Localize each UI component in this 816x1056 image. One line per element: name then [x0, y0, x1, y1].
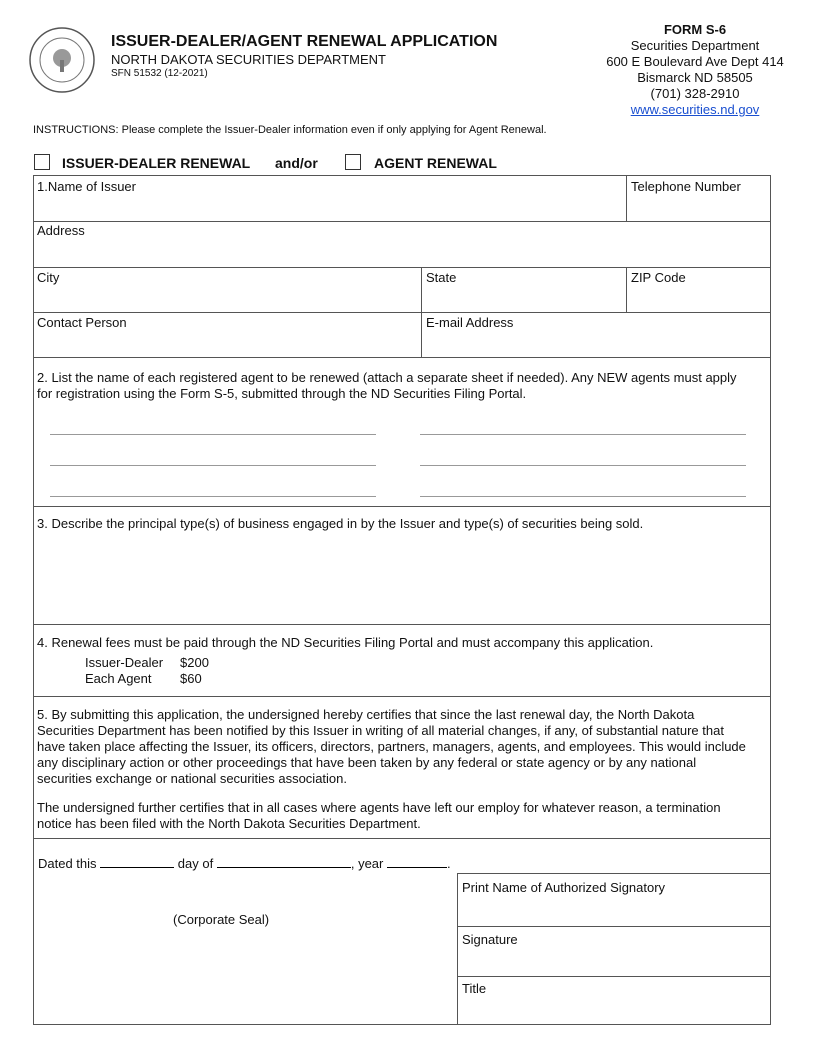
name-of-issuer-field[interactable]: 1.Name of Issuer — [37, 179, 136, 194]
title-field[interactable]: Title — [462, 981, 487, 996]
period: . — [446, 856, 451, 871]
email-field[interactable]: E-mail Address — [426, 315, 514, 330]
contact-person-field[interactable]: Contact Person — [37, 315, 127, 330]
fee-label: Issuer-Dealer — [85, 655, 164, 670]
agent-line[interactable] — [50, 496, 376, 497]
andor-label: and/or — [275, 155, 318, 171]
agent-checkbox[interactable] — [345, 154, 361, 170]
month-field[interactable] — [217, 855, 351, 868]
issuer-dealer-checkbox[interactable] — [34, 154, 50, 170]
year-label: , year — [350, 856, 384, 871]
agency-address: 600 E Boulevard Ave Dept 414 — [606, 54, 784, 69]
agency-city: Bismarck ND 58505 — [637, 70, 753, 85]
form-number: FORM S-6 — [663, 22, 727, 37]
signature-field[interactable]: Signature — [462, 932, 518, 947]
address-field[interactable]: Address — [37, 223, 85, 238]
agent-line[interactable] — [420, 465, 746, 466]
agency-name: Securities Department — [630, 38, 760, 53]
day-field[interactable] — [100, 855, 174, 868]
form-title: ISSUER-DEALER/AGENT RENEWAL APPLICATION — [111, 33, 498, 50]
department-name: NORTH DAKOTA SECURITIES DEPARTMENT — [111, 52, 386, 67]
issuer-dealer-label: ISSUER-DEALER RENEWAL — [62, 155, 251, 171]
agent-line[interactable] — [420, 496, 746, 497]
section-5-certification: The undersigned further certifies that in all cases where agents have left our employ for whatever reason, a termination notice has been filed with the North Dakota Securities Department. — [37, 800, 721, 831]
state-seal-icon — [28, 26, 96, 94]
day-of-label: day of — [177, 856, 214, 871]
dated-label: Dated this — [38, 856, 97, 871]
section-4-text: 4. Renewal fees must be paid through the ND Securities Filing Portal and must accompany this application. — [37, 635, 654, 650]
telephone-field[interactable]: Telephone Number — [631, 179, 741, 194]
year-field[interactable] — [387, 855, 447, 868]
section-2-text: 2. List the name of each registered agent to be renewed (attach a separate sheet if needed). Any NEW agents must apply for registration using the Form S-5, submitted through the ND Securities Filing Portal. — [37, 370, 737, 401]
city-field[interactable]: City — [37, 270, 60, 285]
state-field[interactable]: State — [426, 270, 457, 285]
sfn-number: SFN 51532 (12-2021) — [111, 68, 208, 79]
fee-label: Each Agent — [85, 671, 152, 686]
agent-line[interactable] — [420, 434, 746, 435]
agent-line[interactable] — [50, 465, 376, 466]
dated-line — [38, 855, 451, 871]
section-3-text: 3. Describe the principal type(s) of business engaged in by the Issuer and type(s) of securities being sold. — [37, 516, 644, 531]
agent-line[interactable] — [50, 434, 376, 435]
print-name-field[interactable]: Print Name of Authorized Signatory — [462, 880, 666, 895]
fee-amount: $200 — [180, 655, 209, 670]
fee-amount: $60 — [180, 671, 202, 686]
instructions: INSTRUCTIONS: Please complete the Issuer-Dealer information even if only applying for Agent Renewal. — [33, 124, 547, 136]
agency-block — [590, 22, 800, 118]
section-5-text: 5. By submitting this application, the undersigned hereby certifies that since the last renewal day, the North Dakota Securities Department has been notified by this Issuer in writing of all material changes, if any, of substantial nature that have taken place affecting the Issuer, its officers, directors, partners, managers, agents, and employees. This would include any disciplinary action or other proceedings that have been taken by any federal or state agency or by any national securities exchange or national securities association. — [37, 707, 746, 786]
agency-website-link[interactable]: www.securities.nd.gov — [630, 102, 760, 117]
zip-field[interactable]: ZIP Code — [631, 270, 686, 285]
agency-phone: (701) 328-2910 — [650, 86, 740, 101]
agent-label: AGENT RENEWAL — [374, 155, 497, 171]
corporate-seal-label: (Corporate Seal) — [173, 912, 270, 927]
form-box — [33, 175, 771, 1025]
